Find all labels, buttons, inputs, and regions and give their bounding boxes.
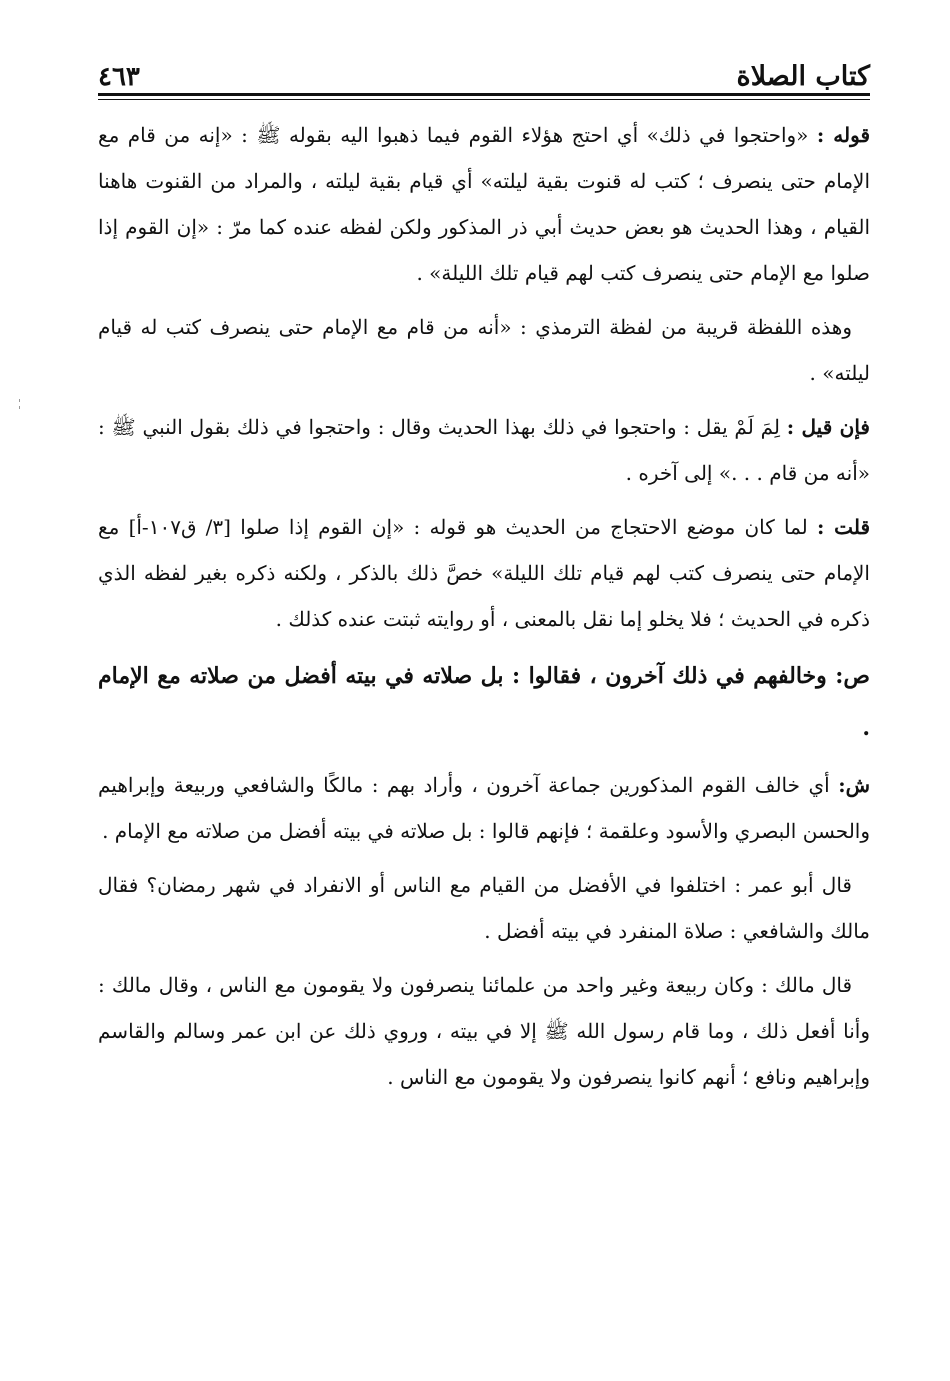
paragraph-text: قال أبو عمر : اختلفوا في الأفضل من القيام مع الناس أو الانفراد في شهر رمضان؟ فقال مالك والشافعي : صلاة المنفرد في بيته أفضل .: [98, 873, 870, 943]
matn-paragraph: [98, 650, 870, 754]
page-number: ٤٦٣: [98, 62, 140, 92]
header-rule-thick: [98, 93, 870, 96]
paragraph-lead: قوله :: [816, 123, 871, 147]
paragraph-lead: ش:: [838, 773, 870, 797]
page-header: [98, 40, 870, 90]
paragraph: [98, 112, 870, 296]
paragraph-lead: قلت :: [816, 515, 871, 539]
scan-margin-mark: [18, 395, 21, 415]
paragraph-text: «واحتجوا في ذلك» أي احتج هؤلاء القوم فيما ذهبوا اليه بقوله ﷺ : «إنه من قام مع الإمام حتى ينصرف ؛ كتب له قنوت بقية ليلته» أي قيام بقية ليلته ، والمراد من القنوت هاهنا القيام ، وهذا الحديث هو بعض حديث أبي ذر المذكور ولكن لفظه عنده كما مرّ : «إن القوم إذا صلوا مع الإمام حتى ينصرف كتب لهم قيام تلك الليلة» .: [98, 123, 871, 285]
body-text: [98, 112, 870, 1108]
paragraph-text: قال مالك : وكان ربيعة وغير واحد من علمائنا ينصرفون ولا يقومون مع الناس ، وقال مالك : وأنا أفعل ذلك ، وما قام رسول الله ﷺ إلا في بيته ، وروي ذلك عن ابن عمر وسالم والقاسم وإبراهيم ونافع ؛ أنهم كانوا ينصرفون ولا يقومون مع الناس .: [98, 973, 870, 1089]
paragraph-text: لِمَ لَمْ يقل : واحتجوا في ذلك بهذا الحديث وقال : واحتجوا في ذلك بقول النبي ﷺ : «أنه من قام . . .» إلى آخره .: [98, 415, 870, 485]
paragraph-lead: فإن قيل :: [786, 415, 870, 439]
paragraph: [98, 762, 870, 854]
paragraph-text: وخالفهم في ذلك آخرون ، فقالوا : بل صلاته في بيته أفضل من صلاته مع الإمام .: [98, 663, 870, 741]
paragraph: [98, 404, 870, 496]
paragraph: [98, 862, 870, 954]
paragraph-text: لما كان موضع الاحتجاج من الحديث هو قوله : «إن القوم إذا صلوا [٣/ ق١٠٧-أ] مع الإمام حتى ينصرف كتب لهم قيام تلك الليلة» خصَّ ذلك بالذكر ، ولكنه ذكره بغير لفظه الذي ذكره في الحديث ؛ فلا يخلو إما نقل بالمعنى ، أو روايته ثبتت عنده كذلك .: [98, 515, 870, 631]
paragraph: [98, 304, 870, 396]
header-rule-thin: [98, 99, 870, 100]
running-title: كتاب الصلاة: [736, 61, 870, 92]
paragraph-text: وهذه اللفظة قريبة من لفظة الترمذي : «أنه من قام مع الإمام حتى ينصرف كتب له قيام ليلته» .: [98, 315, 870, 385]
paragraph: [98, 504, 870, 642]
paragraph: [98, 962, 870, 1100]
paragraph-lead: ص:: [835, 663, 870, 689]
paragraph-text: أي خالف القوم المذكورين جماعة آخرون ، وأراد بهم : مالكًا والشافعي وربيعة وإبراهيم والحسن البصري والأسود وعلقمة ؛ فإنهم قالوا : بل صلاته في بيته أفضل من صلاته مع الإمام .: [98, 773, 870, 843]
